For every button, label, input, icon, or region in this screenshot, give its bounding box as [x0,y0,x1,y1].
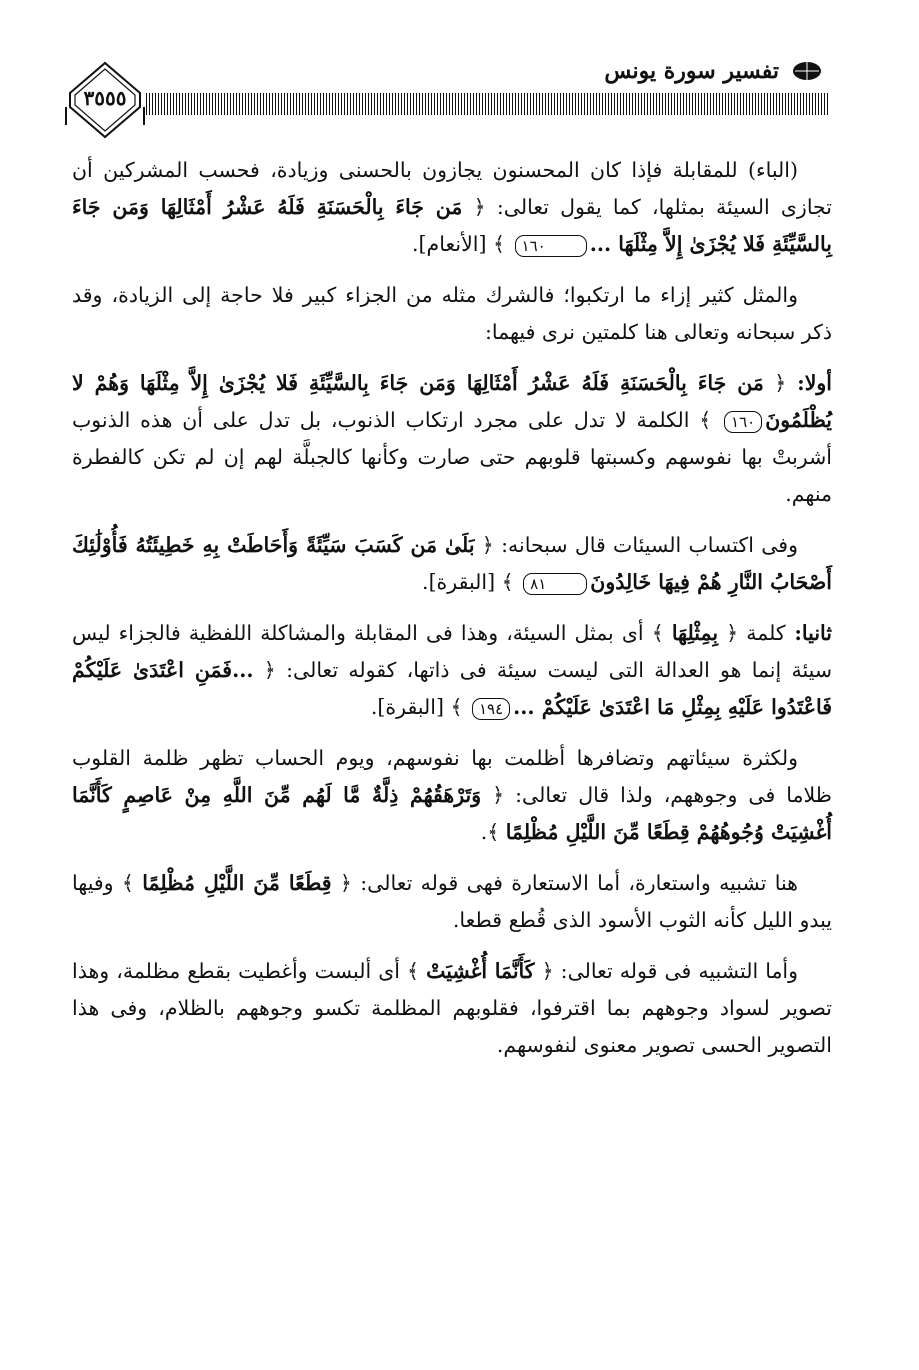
paragraph [72,615,832,726]
body-text-segment: أى ألبست وأغطيت بقطع مظلمة، وهذا تصوير لسواد وجوههم بما اقترفوا، فقلوبهم المظلمة تكسو وجوههم بالظلام، وفى هذا التصوير الحسى تصوير معنوى لنفوسهم. [72,959,832,1057]
body-text-segment: والمثل كثير إزاء ما ارتكبوا؛ فالشرك مثله من الجزاء كبير فلا حاجة إلى الزيادة، وقد ذكر سبحانه وتعالى هنا كلمتين نرى فيهما: [72,283,832,344]
running-title: تفسير سورة يونس [604,58,779,84]
paragraph [72,152,832,263]
quran-bracket: ﴾ [492,232,512,256]
quran-verse: مَن جَاءَ بِالْحَسَنَةِ فَلَهُ عَشْرُ أَمْثَالِهَا وَمَن جَاءَ بِالسَّيِّئَةِ فَلا يُجْزَىٰ إِلاَّ مِثْلَهَا وَهُمْ لا يُظْلَمُونَ [72,371,832,432]
page-header [0,0,919,150]
quran-verse: بِمِثْلِهَا [671,621,719,645]
body-text-segment: وأما التشبيه فى قوله تعالى: [553,959,799,983]
body-text-segment: [الأنعام]. [412,232,493,256]
quran-bracket: ﴿ [534,959,554,983]
quran-bracket: ﴾ [121,871,143,895]
point-label: أولا: [786,371,832,395]
header-ornament-icon [791,60,823,82]
quran-verse: قِطَعًا مِّنَ اللَّيْلِ مُظْلِمًا [142,871,332,895]
quran-bracket: ﴿ [253,658,276,682]
quran-verse: بَلَىٰ مَن كَسَبَ سَيِّئَةً وَأَحَاطَتْ بِهِ خَطِيئَتُهُ فَأُوْلَٰئِكَ أَصْحَابُ النَّارِ هُمْ فِيهَا خَالِدُونَ [72,533,832,594]
body-text-segment: وفيها يبدو الليل كأنه الثوب الأسود الذى قُطع قطعا. [72,871,832,932]
body-text-segment: الكلمة لا تدل على مجرد ارتكاب الذنوب، بل تدل على أن هذه الذنوب أشربتْ بها نفوسهم وكسبتها قلوبهم حتى صارت وكأنها كالجبلَّة لهم إن لم تكن كالفطرة منهم. [72,408,832,506]
quran-bracket: ﴾ [501,570,521,594]
body-text-segment: هنا تشبيه واستعارة، أما الاستعارة فهى قوله تعالى: [351,871,798,895]
quran-bracket: ﴾ [450,695,469,719]
quran-bracket: ﴿ [474,533,494,557]
body-text-segment: وفى اكتساب السيئات قال سبحانه: [493,533,799,557]
quran-verse: ...فَمَنِ اعْتَدَىٰ عَلَيْكُمْ فَاعْتَدُوا عَلَيْهِ بِمِثْلِ مَا اعْتَدَىٰ عَلَيْكُمْ ... [72,658,832,719]
quran-bracket: ﴿ [763,371,787,395]
quran-bracket: ﴾ [487,820,506,844]
ayah-number: ٨١ [523,573,587,595]
body-text-segment: ولكثرة سيئاتهم وتضافرها أظلمت بها نفوسهم، ويوم الحساب تظهر ظلمة القلوب ظلاما فى وجوههم، ولذا قال تعالى: [72,746,832,807]
quran-bracket: ﴿ [331,871,352,895]
ayah-number: ١٦٠ [724,411,762,433]
page-number: ٣٥٥٥ [83,86,127,110]
paragraph [72,365,832,513]
ayah-number: ١٦٠ [515,235,587,257]
quran-verse: كَأَنَّمَا أُغْشِيَتْ [426,959,535,983]
paragraph [72,740,832,851]
point-label: ثانيا: [785,621,833,645]
quran-bracket: ﴾ [651,621,672,645]
ayah-number: ١٩٤ [472,698,510,720]
quran-verse: مَن جَاءَ بِالْحَسَنَةِ فَلَهُ عَشْرُ أَمْثَالِهَا وَمَن جَاءَ بِالسَّيِّئَةِ فَلا يُجْزَىٰ إِلاَّ مِثْلَهَا ... [72,195,832,256]
body-text-segment: . [480,820,488,844]
body-text-segment: كلمة [738,621,786,645]
quran-bracket: ﴿ [718,621,739,645]
quran-bracket: ﴿ [462,195,486,219]
body-text-segment: [البقرة]. [422,570,502,594]
body-text-segment: [البقرة]. [370,695,451,719]
paragraph [72,277,832,351]
header-rule [146,93,829,115]
quran-bracket: ﴾ [699,408,722,432]
quran-bracket: ﴿ [481,783,505,807]
quran-verse: وَتَرْهَقُهُمْ ذِلَّةٌ مَّا لَهُم مِّنَ اللَّهِ مِنْ عَاصِمٍ كَأَنَّمَا أُغْشِيَتْ وُجُوهُهُمْ قِطَعًا مِّنَ اللَّيْلِ مُظْلِمًا [72,783,832,844]
paragraph [72,865,832,939]
quran-bracket: ﴾ [407,959,427,983]
body-text-segment: (الباء) للمقابلة فإذا كان المحسنون يجازون بالحسنى وزيادة، فحسب المشركين أن تجازى السيئة بمثلها، كما يقول تعالى: [72,158,832,219]
paragraph [72,953,832,1064]
paragraph [72,527,832,601]
body-text [72,152,832,1078]
body-text-segment: أى بمثل السيئة، وهذا فى المقابلة والمشاكلة اللفظية فالجزاء ليس سيئة إنما هو العدالة التى ليست سيئة فى ذاتها، كقوله تعالى: [72,621,833,682]
